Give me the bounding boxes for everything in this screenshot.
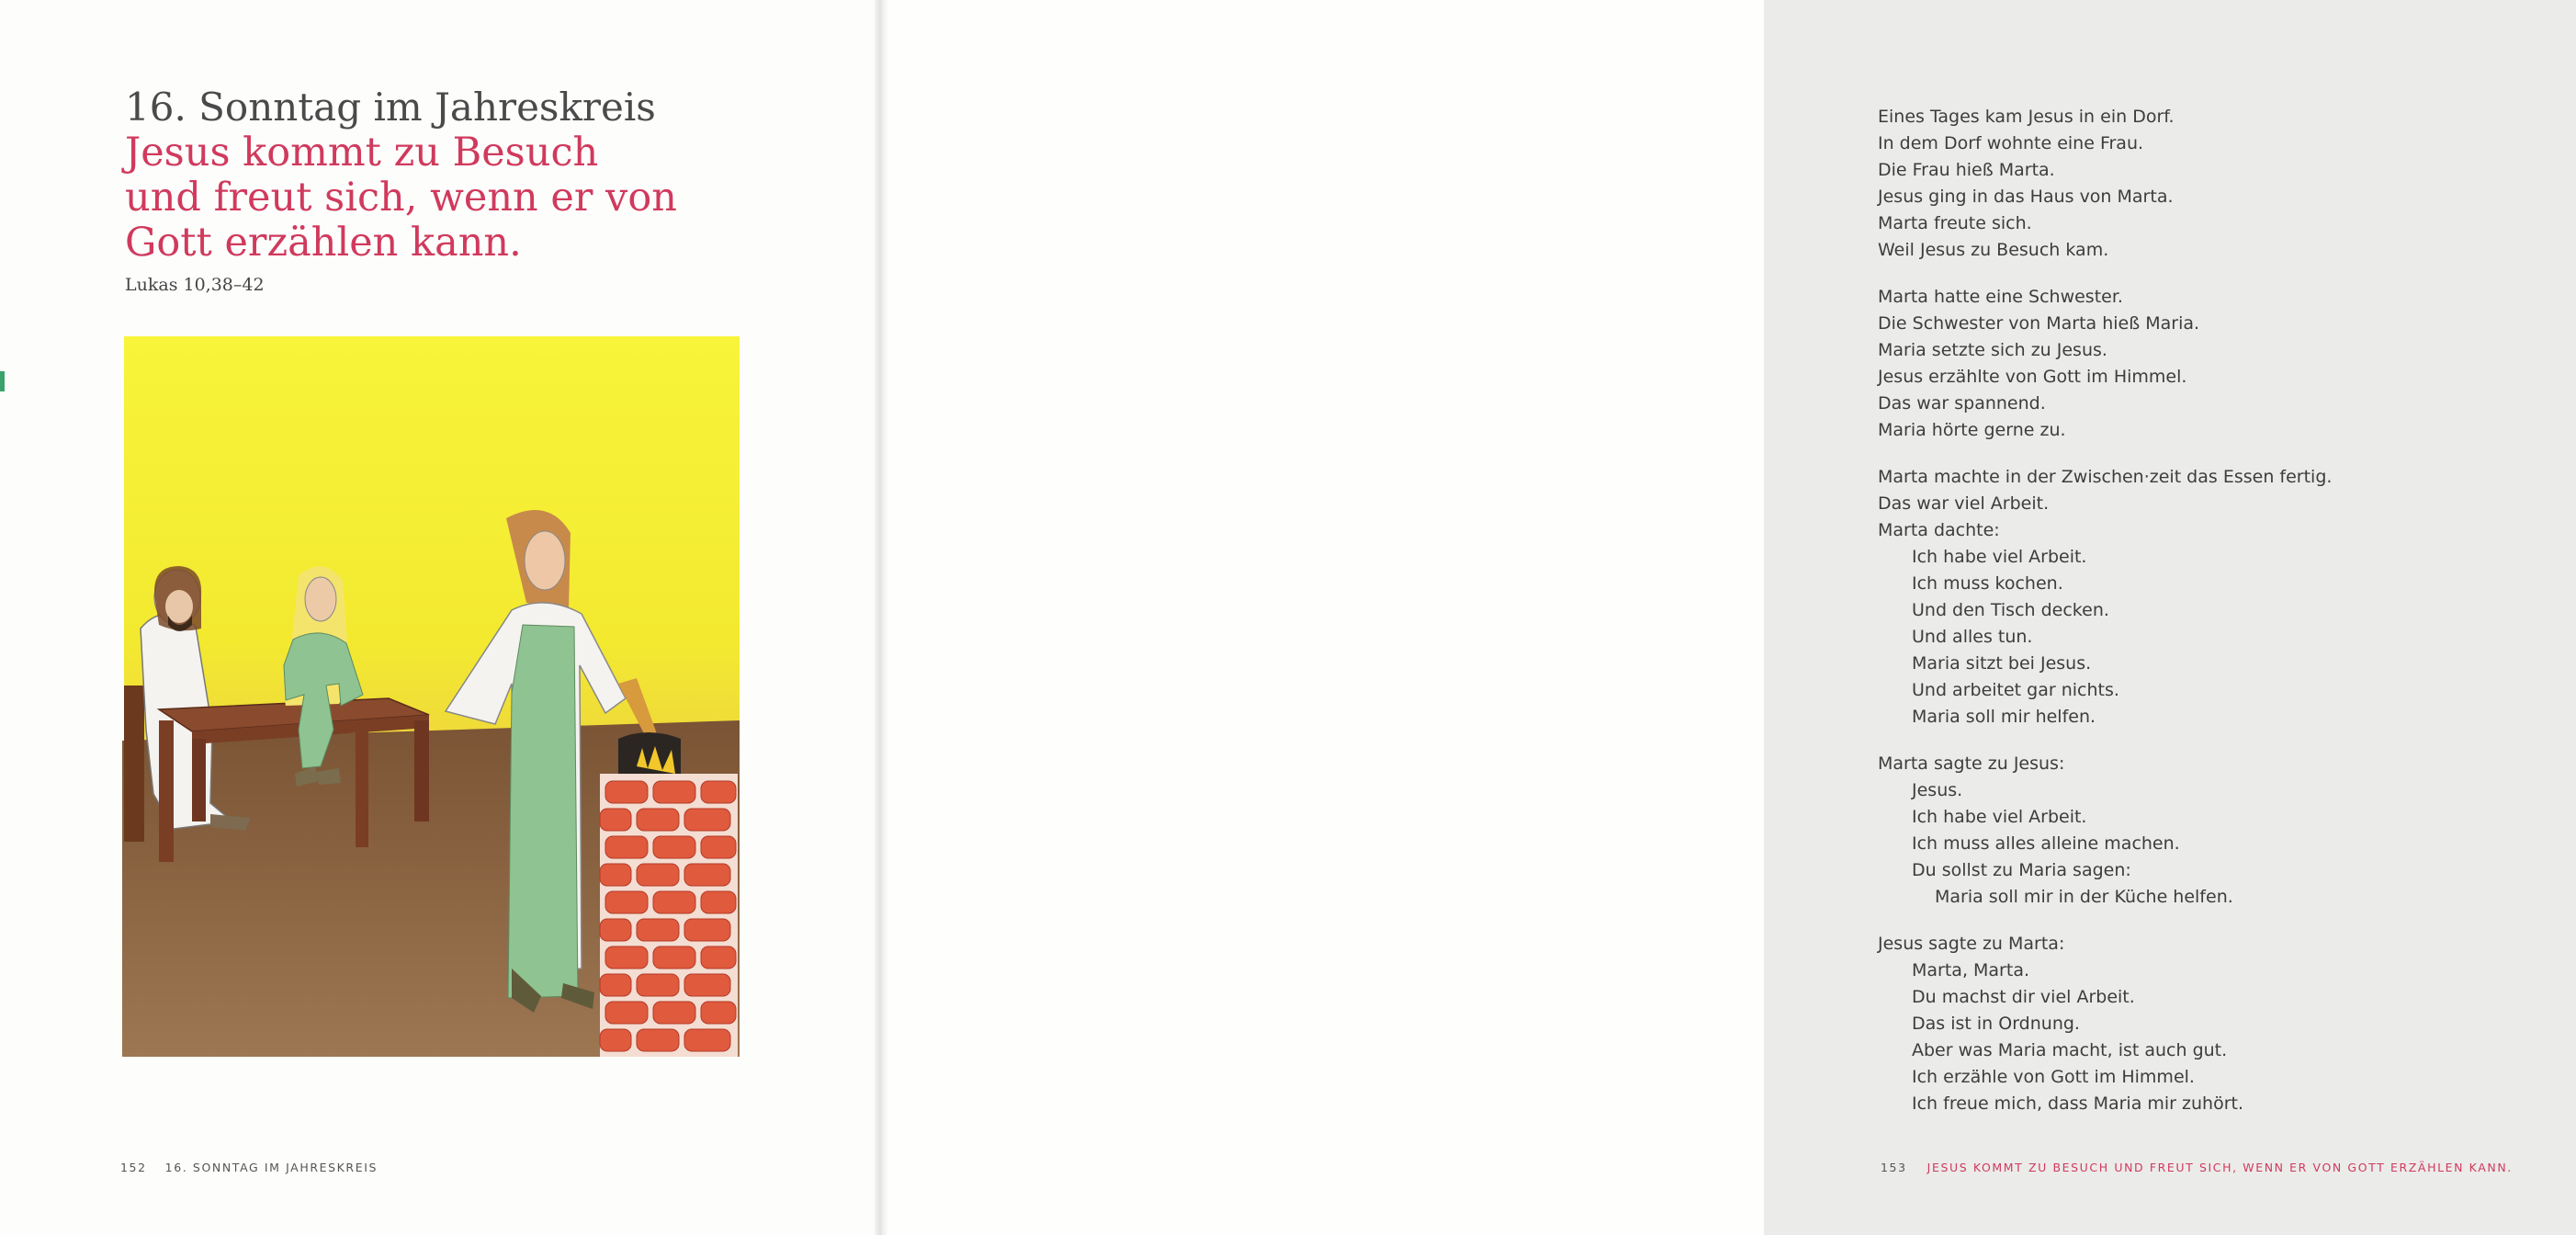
- paragraph: [1878, 464, 2576, 731]
- text-line: Eines Tages kam Jesus in ein Dorf.: [1878, 107, 2175, 127]
- text-line: Maria setzte sich zu Jesus.: [1878, 340, 2107, 360]
- text-line: Jesus ging in das Haus von Marta.: [1878, 187, 2174, 207]
- running-head: 16. SONNTAG IM JAHRESKREIS: [164, 1161, 378, 1174]
- text-line: Die Schwester von Marta hieß Maria.: [1878, 313, 2200, 334]
- page-number: 153: [1881, 1161, 1907, 1174]
- page-edge-marker: [0, 371, 5, 391]
- text-line: Ich habe viel Arbeit.: [1912, 547, 2087, 567]
- page-footer-left: [120, 1161, 378, 1174]
- sunday-title: 16. Sonntag im Jahreskreis: [125, 85, 656, 130]
- story-title-line: Gott erzählen kann.: [125, 220, 522, 266]
- text-line: Ich erzähle von Gott im Himmel.: [1912, 1067, 2195, 1087]
- text-line: Jesus erzählte von Gott im Himmel.: [1878, 367, 2187, 387]
- text-line: Weil Jesus zu Besuch kam.: [1878, 240, 2109, 260]
- paragraph: [1878, 284, 2576, 444]
- text-line: Marta sagte zu Jesus:: [1878, 753, 2065, 774]
- story-title: [125, 130, 805, 266]
- text-line: In dem Dorf wohnte eine Frau.: [1878, 133, 2144, 153]
- title-block: [125, 85, 805, 295]
- text-line: Marta freute sich.: [1878, 213, 2032, 233]
- stove: [600, 732, 738, 1057]
- text-line: Maria soll mir in der Küche helfen.: [1935, 887, 2233, 907]
- text-line: Ich muss alles alleine machen.: [1912, 833, 2180, 854]
- text-line: Maria soll mir helfen.: [1912, 707, 2096, 727]
- paragraph: [1878, 751, 2576, 911]
- text-line: Marta hatte eine Schwester.: [1878, 287, 2123, 307]
- left-page: [0, 0, 880, 1235]
- running-head: JESUS KOMMT ZU BESUCH UND FREUT SICH, WENN ER VON GOTT ERZÄHLEN KANN.: [1926, 1161, 2513, 1174]
- text-line: Jesus.: [1912, 780, 1963, 800]
- text-line: Ich freue mich, dass Maria mir zuhört.: [1912, 1093, 2243, 1114]
- text-line: Du machst dir viel Arbeit.: [1912, 987, 2135, 1007]
- text-line: Ich habe viel Arbeit.: [1912, 807, 2087, 827]
- text-line: Das war spannend.: [1878, 393, 2046, 414]
- text-line: Maria hörte gerne zu.: [1878, 420, 2066, 440]
- book-gutter: [875, 0, 887, 1235]
- page-number: 152: [120, 1161, 147, 1174]
- text-line: Marta, Marta.: [1912, 960, 2029, 980]
- text-line: Marta dachte:: [1878, 520, 2000, 540]
- story-title-line: und freut sich, wenn er von: [125, 175, 677, 221]
- text-line: Die Frau hieß Marta.: [1878, 160, 2055, 180]
- text-line: Ich muss kochen.: [1912, 573, 2063, 594]
- text-line: Und den Tisch decken.: [1912, 600, 2109, 620]
- story-title-line: Jesus kommt zu Besuch: [125, 130, 599, 176]
- text-line: Das war viel Arbeit.: [1878, 493, 2050, 514]
- wall: [124, 336, 740, 741]
- text-line: Und arbeitet gar nichts.: [1912, 680, 2119, 700]
- text-line: Das ist in Ordnung.: [1912, 1014, 2080, 1034]
- text-line: Jesus sagte zu Marta:: [1878, 934, 2065, 954]
- text-line: Und alles tun.: [1912, 627, 2033, 647]
- text-line: Marta machte in der Zwischen·zeit das Essen fertig.: [1878, 467, 2333, 487]
- bible-reference: Lukas 10,38–42: [125, 275, 265, 295]
- page-footer-right: [1881, 1161, 2513, 1174]
- story-text: [1878, 104, 2576, 1138]
- text-line: Maria sitzt bei Jesus.: [1912, 653, 2092, 674]
- text-line: Du sollst zu Maria sagen:: [1912, 860, 2131, 880]
- right-page: [884, 0, 2513, 1235]
- illustration-marta-maria-jesus: [122, 334, 742, 1059]
- text-line: Aber was Maria macht, ist auch gut.: [1912, 1040, 2228, 1060]
- paragraph: [1878, 931, 2576, 1117]
- paragraph: [1878, 104, 2576, 264]
